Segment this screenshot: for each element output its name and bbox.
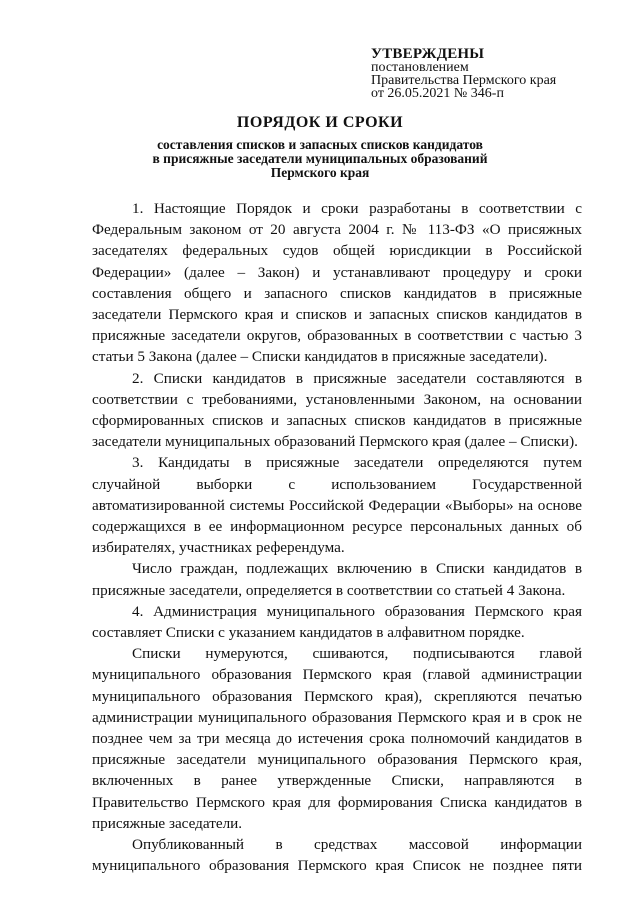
- subtitle-line-1: составления списков и запасных списков кандидатов: [157, 137, 483, 152]
- approval-line-3: от 26.05.2021 № 346-п: [371, 86, 504, 101]
- approval-line-2: Правительства Пермского края: [371, 73, 557, 88]
- approval-heading: УТВЕРЖДЕНЫ: [371, 46, 485, 62]
- paragraph-3: 3. Кандидаты в присяжные заседатели определяются путем случайной выборки с использованием Государственной автоматизированной системы Российской Федерации «Выборы» на основе содержащихся в ее информационном ресурсе персональных данных об избирателях, участниках референдума.: [92, 454, 582, 557]
- paragraph-7: Опубликованный в средствах массовой информации муниципального образования Пермского края Список не позднее пяти: [92, 836, 582, 875]
- document-body: [92, 198, 582, 877]
- paragraph-2: 2. Списки кандидатов в присяжные заседатели составляются в соответствии с требованиями, установленными Законом, на основании сформированных списков и запасных списков кандидатов в присяжные заседатели муниципальных образований Пермского края (далее – Списки).: [92, 369, 582, 451]
- paragraph-6: Списки нумеруются, сшиваются, подписываются главой муниципального образования Пермского края (главой администрации муниципального образования Пермского края), скрепляются печатью администрации муниципального образования Пермского края и в срок не позднее чем за три месяца до истечения срока полномочий кандидатов в присяжные заседатели муниципального образования Пермского края, включенных в ранее утвержденные Списки, направляются в Правительство Пермского края для формирования Списка кандидатов в присяжные заседатели.: [92, 645, 582, 832]
- approval-stamp: [371, 48, 556, 100]
- document-title: ПОРЯДОК И СРОКИ: [236, 114, 404, 131]
- approval-line-1: постановлением: [371, 60, 469, 75]
- paragraph-5: 4. Администрация муниципального образования Пермского края составляет Списки с указанием кандидатов в алфавитном порядке.: [92, 602, 582, 642]
- subtitle-line-2: в присяжные заседатели муниципальных образований: [152, 151, 488, 166]
- subtitle-line-3: Пермского края: [270, 165, 370, 180]
- paragraph-1: 1. Настоящие Порядок и сроки разработаны в соответствии с Федеральным законом от 20 августа 2004 г. № 113-ФЗ «О присяжных заседателях федеральных судов общей юрисдикции в Российской Федерации» (далее – Закон) и устанавливают процедуру и сроки составления общего и запасного списков кандидатов в присяжные заседатели Пермского края и списков и запасных списков кандидатов в присяжные заседатели округов, образованных в соответствии с частью 3 статьи 5 Закона (далее – Списки кандидатов в присяжные заседатели).: [92, 200, 582, 366]
- document-subtitle: [0, 138, 640, 180]
- paragraph-4: Число граждан, подлежащих включению в Списки кандидатов в присяжные заседатели, определяется в соответствии со статьей 4 Закона.: [92, 560, 582, 599]
